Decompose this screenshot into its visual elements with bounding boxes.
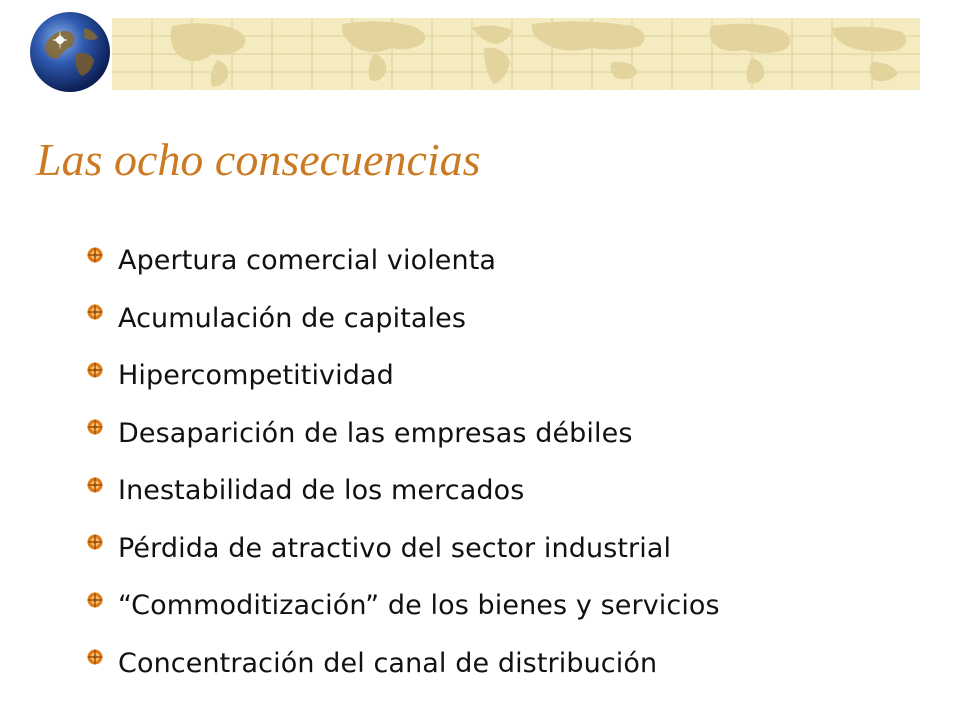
gear-bullet-icon — [86, 648, 104, 666]
bullet-text: Desaparición de las empresas débiles — [118, 417, 633, 449]
bullet-item — [86, 290, 720, 348]
slide-title: Las ocho consecuencias — [36, 134, 481, 185]
bullet-text: Acumulación de capitales — [118, 302, 467, 334]
gear-bullet-icon — [86, 361, 104, 379]
world-map-banner — [112, 18, 920, 90]
bullet-item — [86, 577, 720, 635]
bullet-item — [86, 232, 720, 290]
gear-bullet-icon — [86, 418, 104, 436]
bullet-item — [86, 347, 720, 405]
bullet-item — [86, 462, 720, 520]
bullet-text: Concentración del canal de distribución — [118, 647, 658, 679]
bullet-text: Pérdida de atractivo del sector industrial — [118, 532, 672, 564]
bullet-text: Apertura comercial violenta — [118, 245, 497, 277]
bullet-item — [86, 405, 720, 463]
globe-icon — [28, 10, 112, 94]
bullet-text: Inestabilidad de los mercados — [118, 475, 525, 507]
gear-bullet-icon — [86, 533, 104, 551]
gear-bullet-icon — [86, 591, 104, 609]
gear-bullet-icon — [86, 476, 104, 494]
bullet-item — [86, 520, 720, 578]
bullet-text: “Commoditización” de los bienes y servicios — [118, 590, 720, 622]
bullet-item — [86, 635, 720, 693]
gear-bullet-icon — [86, 246, 104, 264]
bullet-text: Hipercompetitividad — [118, 360, 394, 392]
bullet-list — [86, 232, 720, 692]
gear-bullet-icon — [86, 303, 104, 321]
